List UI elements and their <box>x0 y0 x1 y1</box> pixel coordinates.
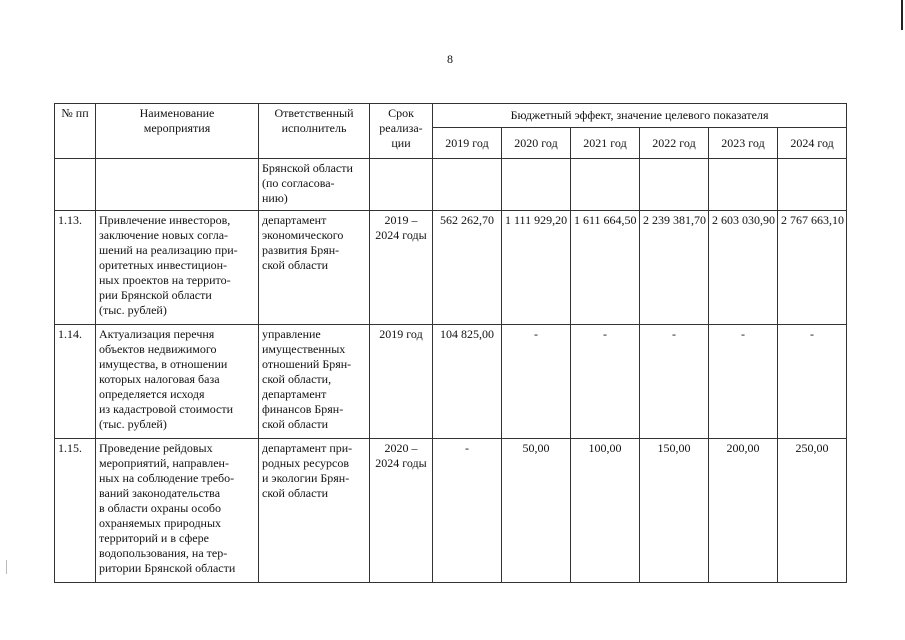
row-term: 2019 год <box>370 325 433 439</box>
row-responsible: департамент экономического развития Брян- ской области <box>259 211 370 325</box>
row-value: - <box>571 325 640 439</box>
row-name <box>96 159 259 211</box>
row-num: 1.14. <box>55 325 96 439</box>
row-value: 100,00 <box>571 439 640 583</box>
row-num <box>55 159 96 211</box>
row-value: - <box>640 325 709 439</box>
row-value: 1 111 929,20 <box>502 211 571 325</box>
row-value: 562 262,70 <box>433 211 502 325</box>
row-num: 1.13. <box>55 211 96 325</box>
header-row-1 <box>55 104 847 128</box>
row-value: 250,00 <box>778 439 847 583</box>
row-value: 2 767 663,10 <box>778 211 847 325</box>
row-value: - <box>502 325 571 439</box>
row-value: 2 239 381,70 <box>640 211 709 325</box>
scan-edge-line <box>901 0 903 30</box>
header-effect: Бюджетный эффект, значение целевого показателя <box>433 104 847 128</box>
header-year: 2021 год <box>571 128 640 159</box>
row-value: - <box>433 439 502 583</box>
row-term: 2019 – 2024 годы <box>370 211 433 325</box>
row-name: Актуализация перечня объектов недвижимого имущества, в отношении которых налоговая база определяется исходя из кадастровой стоимости (тыс. рублей) <box>96 325 259 439</box>
row-value: 200,00 <box>709 439 778 583</box>
scan-margin-mark <box>6 560 7 574</box>
header-year: 2019 год <box>433 128 502 159</box>
measures-table <box>54 103 847 583</box>
table-row <box>55 159 847 211</box>
header-num: № пп <box>55 104 96 159</box>
row-value <box>640 159 709 211</box>
row-value <box>502 159 571 211</box>
row-value <box>709 159 778 211</box>
row-value: 104 825,00 <box>433 325 502 439</box>
row-value: - <box>709 325 778 439</box>
row-value: 50,00 <box>502 439 571 583</box>
table-row <box>55 439 847 583</box>
table-row <box>55 211 847 325</box>
row-value <box>433 159 502 211</box>
table-row <box>55 325 847 439</box>
row-value <box>571 159 640 211</box>
header-name: Наименование мероприятия <box>96 104 259 159</box>
row-responsible: департамент при- родных ресурсов и экологии Брян- ской области <box>259 439 370 583</box>
row-value: 150,00 <box>640 439 709 583</box>
row-value <box>778 159 847 211</box>
row-value: - <box>778 325 847 439</box>
header-term: Срок реализа- ции <box>370 104 433 159</box>
page-number: 8 <box>447 52 453 66</box>
header-year: 2024 год <box>778 128 847 159</box>
row-term <box>370 159 433 211</box>
header-year: 2023 год <box>709 128 778 159</box>
row-responsible: Брянской области (по согласова- нию) <box>259 159 370 211</box>
row-value: 1 611 664,50 <box>571 211 640 325</box>
header-responsible: Ответственный исполнитель <box>259 104 370 159</box>
row-value: 2 603 030,90 <box>709 211 778 325</box>
row-term: 2020 – 2024 годы <box>370 439 433 583</box>
row-responsible: управление имущественных отношений Брян- ской области, департамент финансов Брян- ской области <box>259 325 370 439</box>
header-year: 2022 год <box>640 128 709 159</box>
row-name: Проведение рейдовых мероприятий, направлен- ных на соблюдение требо- ваний законодательства в области охраны особо охраняемых природных территорий и в сфере водопользования, на тер- ритории Брянской области <box>96 439 259 583</box>
row-name: Привлечение инвесторов, заключение новых согла- шений на реализацию при- оритетных инвестицион- ных проектов на террито- рии Брянской области (тыс. рублей) <box>96 211 259 325</box>
header-year: 2020 год <box>502 128 571 159</box>
row-num: 1.15. <box>55 439 96 583</box>
